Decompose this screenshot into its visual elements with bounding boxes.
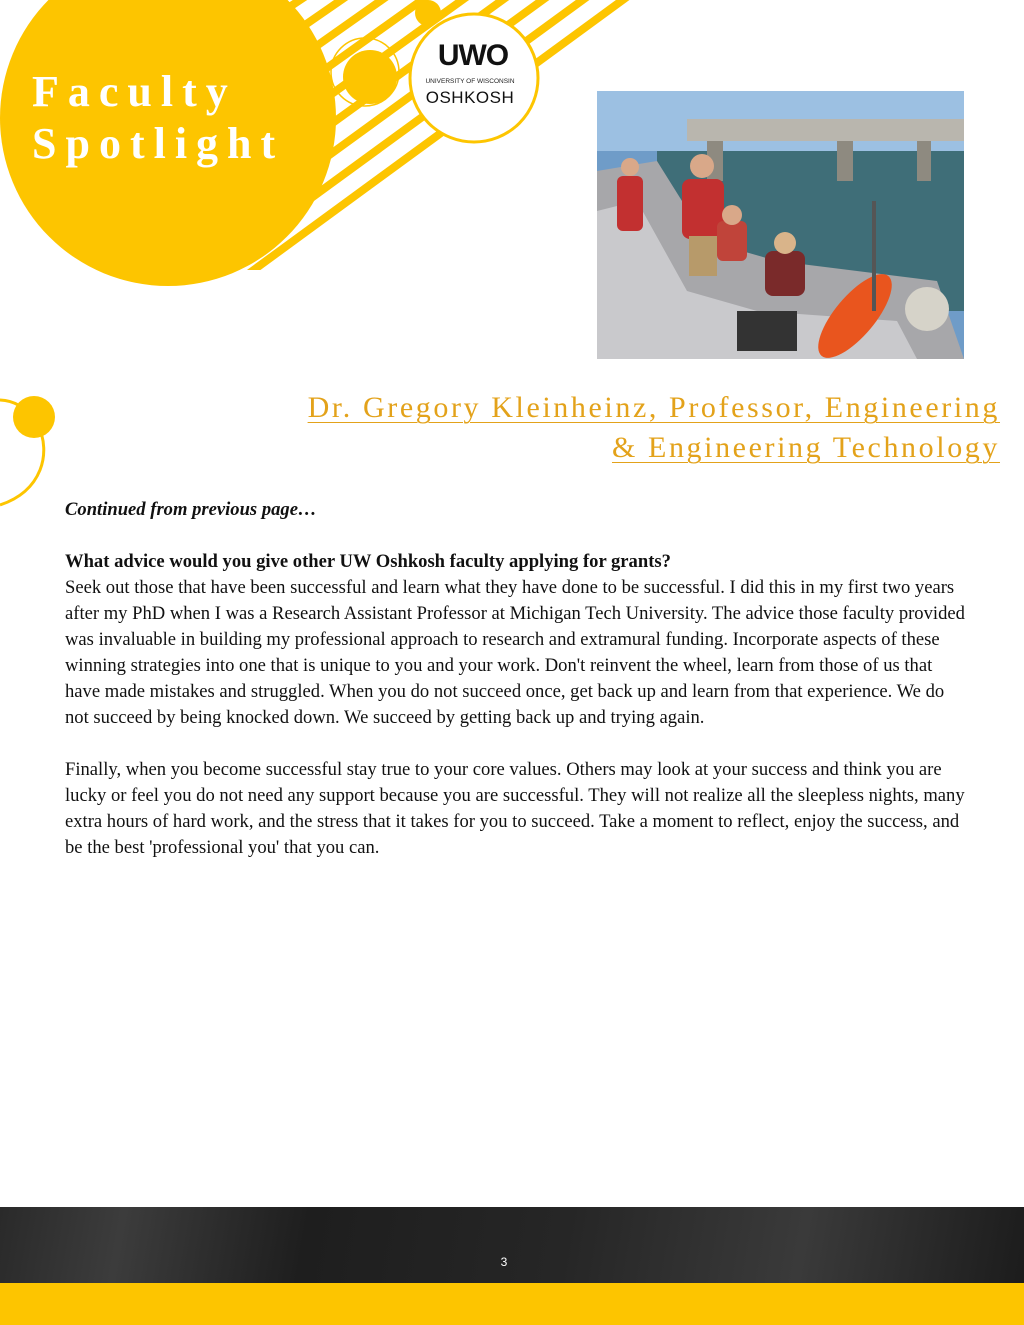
page-number: 3 (500, 1255, 508, 1269)
faculty-photo (597, 91, 964, 359)
continued-note: Continued from previous page… (65, 499, 317, 520)
heading-line-2: & Engineering Technology (611, 431, 1000, 464)
title-line-2: Spotlight (32, 119, 285, 168)
heading-line-1: Dr. Gregory Kleinheinz, Professor, Engineering (307, 391, 1000, 424)
title-line-1: Faculty (32, 67, 237, 116)
logo-mark: UWO (437, 39, 509, 72)
spotlight-title (32, 66, 332, 170)
answer-paragraph-1: Seek out those that have been successful and learn what they have done to be successful. I did this in my first two years after my PhD when I was a Research Assistant Professor at Michigan Tech University. The advice those faculty provided was invaluable in building my professional approach to research and extramural funding. Incorporate aspects of these winning strategies into one that is unique to you and your work. Don't reinvent the wheel, learn from those of us that have made mistakes and struggled. When you do not succeed once, get back up and learn from that experience. We do not succeed by being knocked down. We succeed by getting back up and trying again. (65, 577, 965, 728)
article-body (65, 497, 965, 861)
footer-band (0, 1207, 1024, 1283)
faculty-name-heading[interactable] (150, 388, 1000, 468)
answer-paragraph-2: Finally, when you become successful stay true to your core values. Others may look at your success and think you are lucky or feel you do not need any support because you are successful. They will not realize all the sleepless nights, many extra hours of hard work, and the stress that it takes for you to succeed. Take a moment to reflect, enjoy the success, and be the best 'professional you' that you can. (65, 759, 965, 858)
footer-gold-strip (0, 1283, 1024, 1325)
logo-campus: OSHKOSH (425, 88, 515, 107)
paragraph-gap (65, 731, 965, 757)
interview-question: What advice would you give other UW Oshkosh faculty applying for grants? (65, 551, 671, 572)
logo-university-line: UNIVERSITY OF WISCONSIN (425, 78, 515, 85)
